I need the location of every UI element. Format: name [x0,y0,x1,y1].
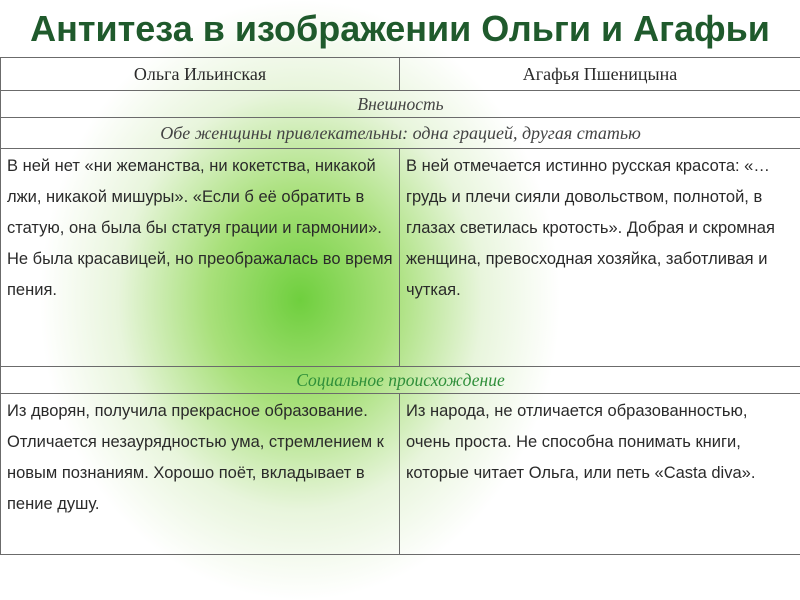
header-row [1,58,800,91]
section-appearance-row [1,91,800,118]
header-agafya: Агафья Пшеницына [400,58,800,91]
common-trait: Обе женщины привлекательны: одна грацией, другая статью [1,118,800,149]
section-appearance: Внешность [1,91,800,118]
section-origin-row [1,367,800,394]
agafya-origin: Из народа, не отличается образованностью, очень проста. Не способна понимать книги, которые читает Ольга, или петь «Casta diva». [400,394,800,555]
appearance-row [1,149,800,367]
olga-appearance: В ней нет «ни жеманства, ни кокетства, никакой лжи, никакой мишуры». «Если б её обратить в статую, она была бы статуя грации и гармонии». Не была красавицей, но преображалась во время пения. [1,149,400,367]
origin-row [1,394,800,555]
section-origin: Социальное происхождение [1,367,800,394]
header-olga: Ольга Ильинская [1,58,400,91]
agafya-appearance: В ней отмечается истинно русская красота: «…грудь и плечи сияли довольством, полнотой, в глазах светилась кротость». Добрая и скромная женщина, превосходная хозяйка, заботливая и чуткая. [400,149,800,367]
comparison-table [0,57,800,555]
common-row [1,118,800,149]
olga-origin: Из дворян, получила прекрасное образование. Отличается незаурядностью ума, стремлением к новым познаниям. Хорошо поёт, вкладывает в пение душу. [1,394,400,555]
slide-title: Антитеза в изображении Ольги и Агафьи [30,8,770,49]
